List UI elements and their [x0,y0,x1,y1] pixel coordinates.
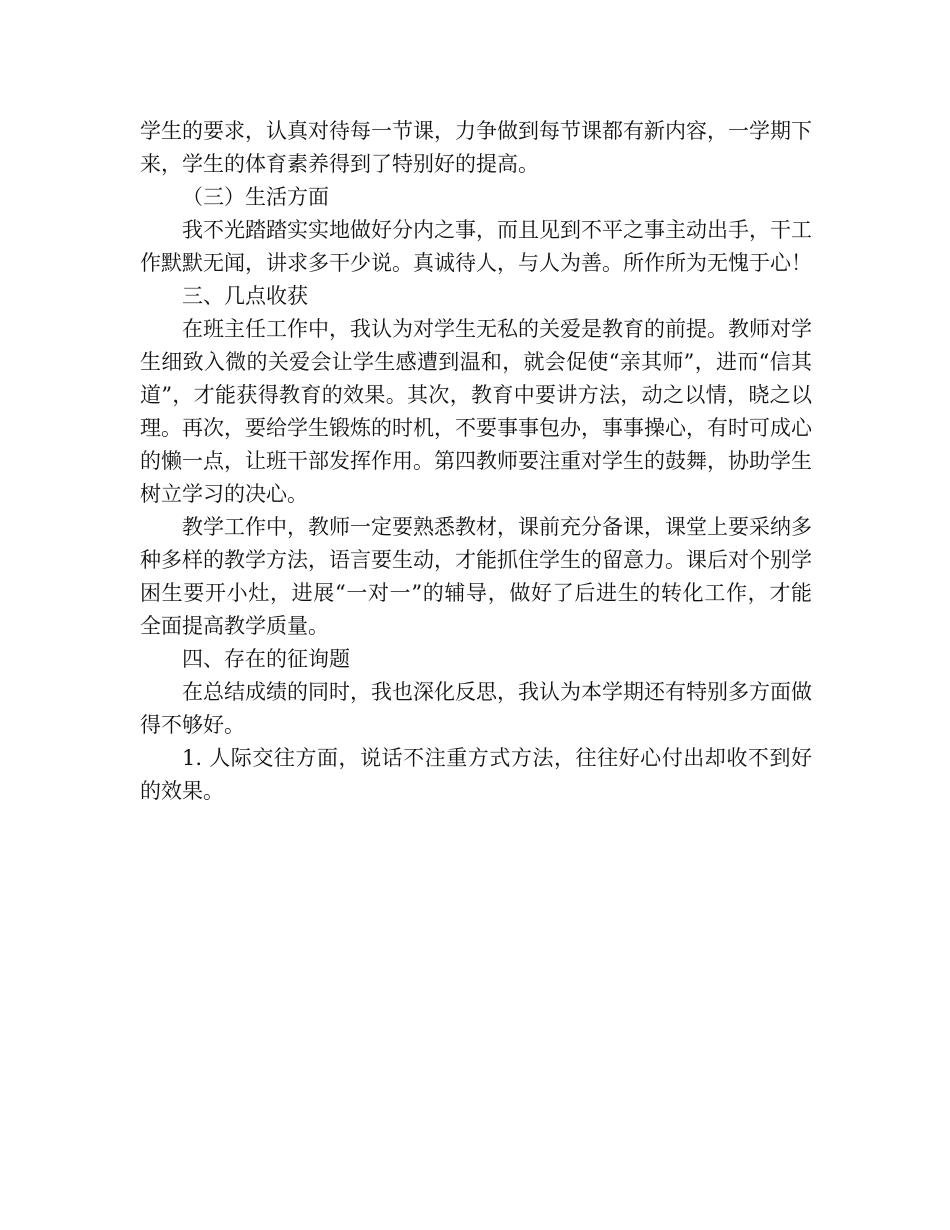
paragraph-life: 我不光踏踏实实地做好分内之事，而且见到不平之事主动出手，干工作默默无闻，讲求多干少说。真诚待人，与人为善。所作所为无愧于心！ [140,218,812,275]
list-item-interpersonal: 1. 人际交往方面，说话不注重方式方法，往往好心付出却收不到好的效果。 [140,746,812,803]
section-heading-gains: 三、几点收获 [182,284,308,308]
paragraph-class-teacher: 在班主任工作中，我认为对学生无私的关爱是教育的前提。教师对学生细致入微的关爱会让学生感遭到温和，就会促使“亲其师”，进而“信其道”，才能获得教育的效果。其次，教育中要讲方法，动之以情，晓之以理。再次，要给学生锻炼的时机，不要事事包办，事事操心，有时可成心的懒一点，让班干部发挥作用。第四教师要注重对学生的鼓舞，协助学生树立学习的决心。 [140,317,812,506]
paragraph-teaching: 教学工作中，教师一定要熟悉教材，课前充分备课，课堂上要采纳多种多样的教学方法，语言要生动，才能抓住学生的留意力。课后对个别学困生要开小灶，进展“一对一”的辅导，做好了后进生的转化工作，才能全面提高教学质量。 [140,515,812,638]
document-body [140,115,812,808]
section-heading-problems: 四、存在的征询题 [182,647,350,671]
paragraph-continuation: 学生的要求，认真对待每一节课，力争做到每节课都有新内容，一学期下来，学生的体育素养得到了特别好的提高。 [140,119,812,176]
paragraph-reflection: 在总结成绩的同时，我也深化反思，我认为本学期还有特别多方面做得不够好。 [140,680,812,737]
section-heading-life: （三）生活方面 [182,185,329,209]
